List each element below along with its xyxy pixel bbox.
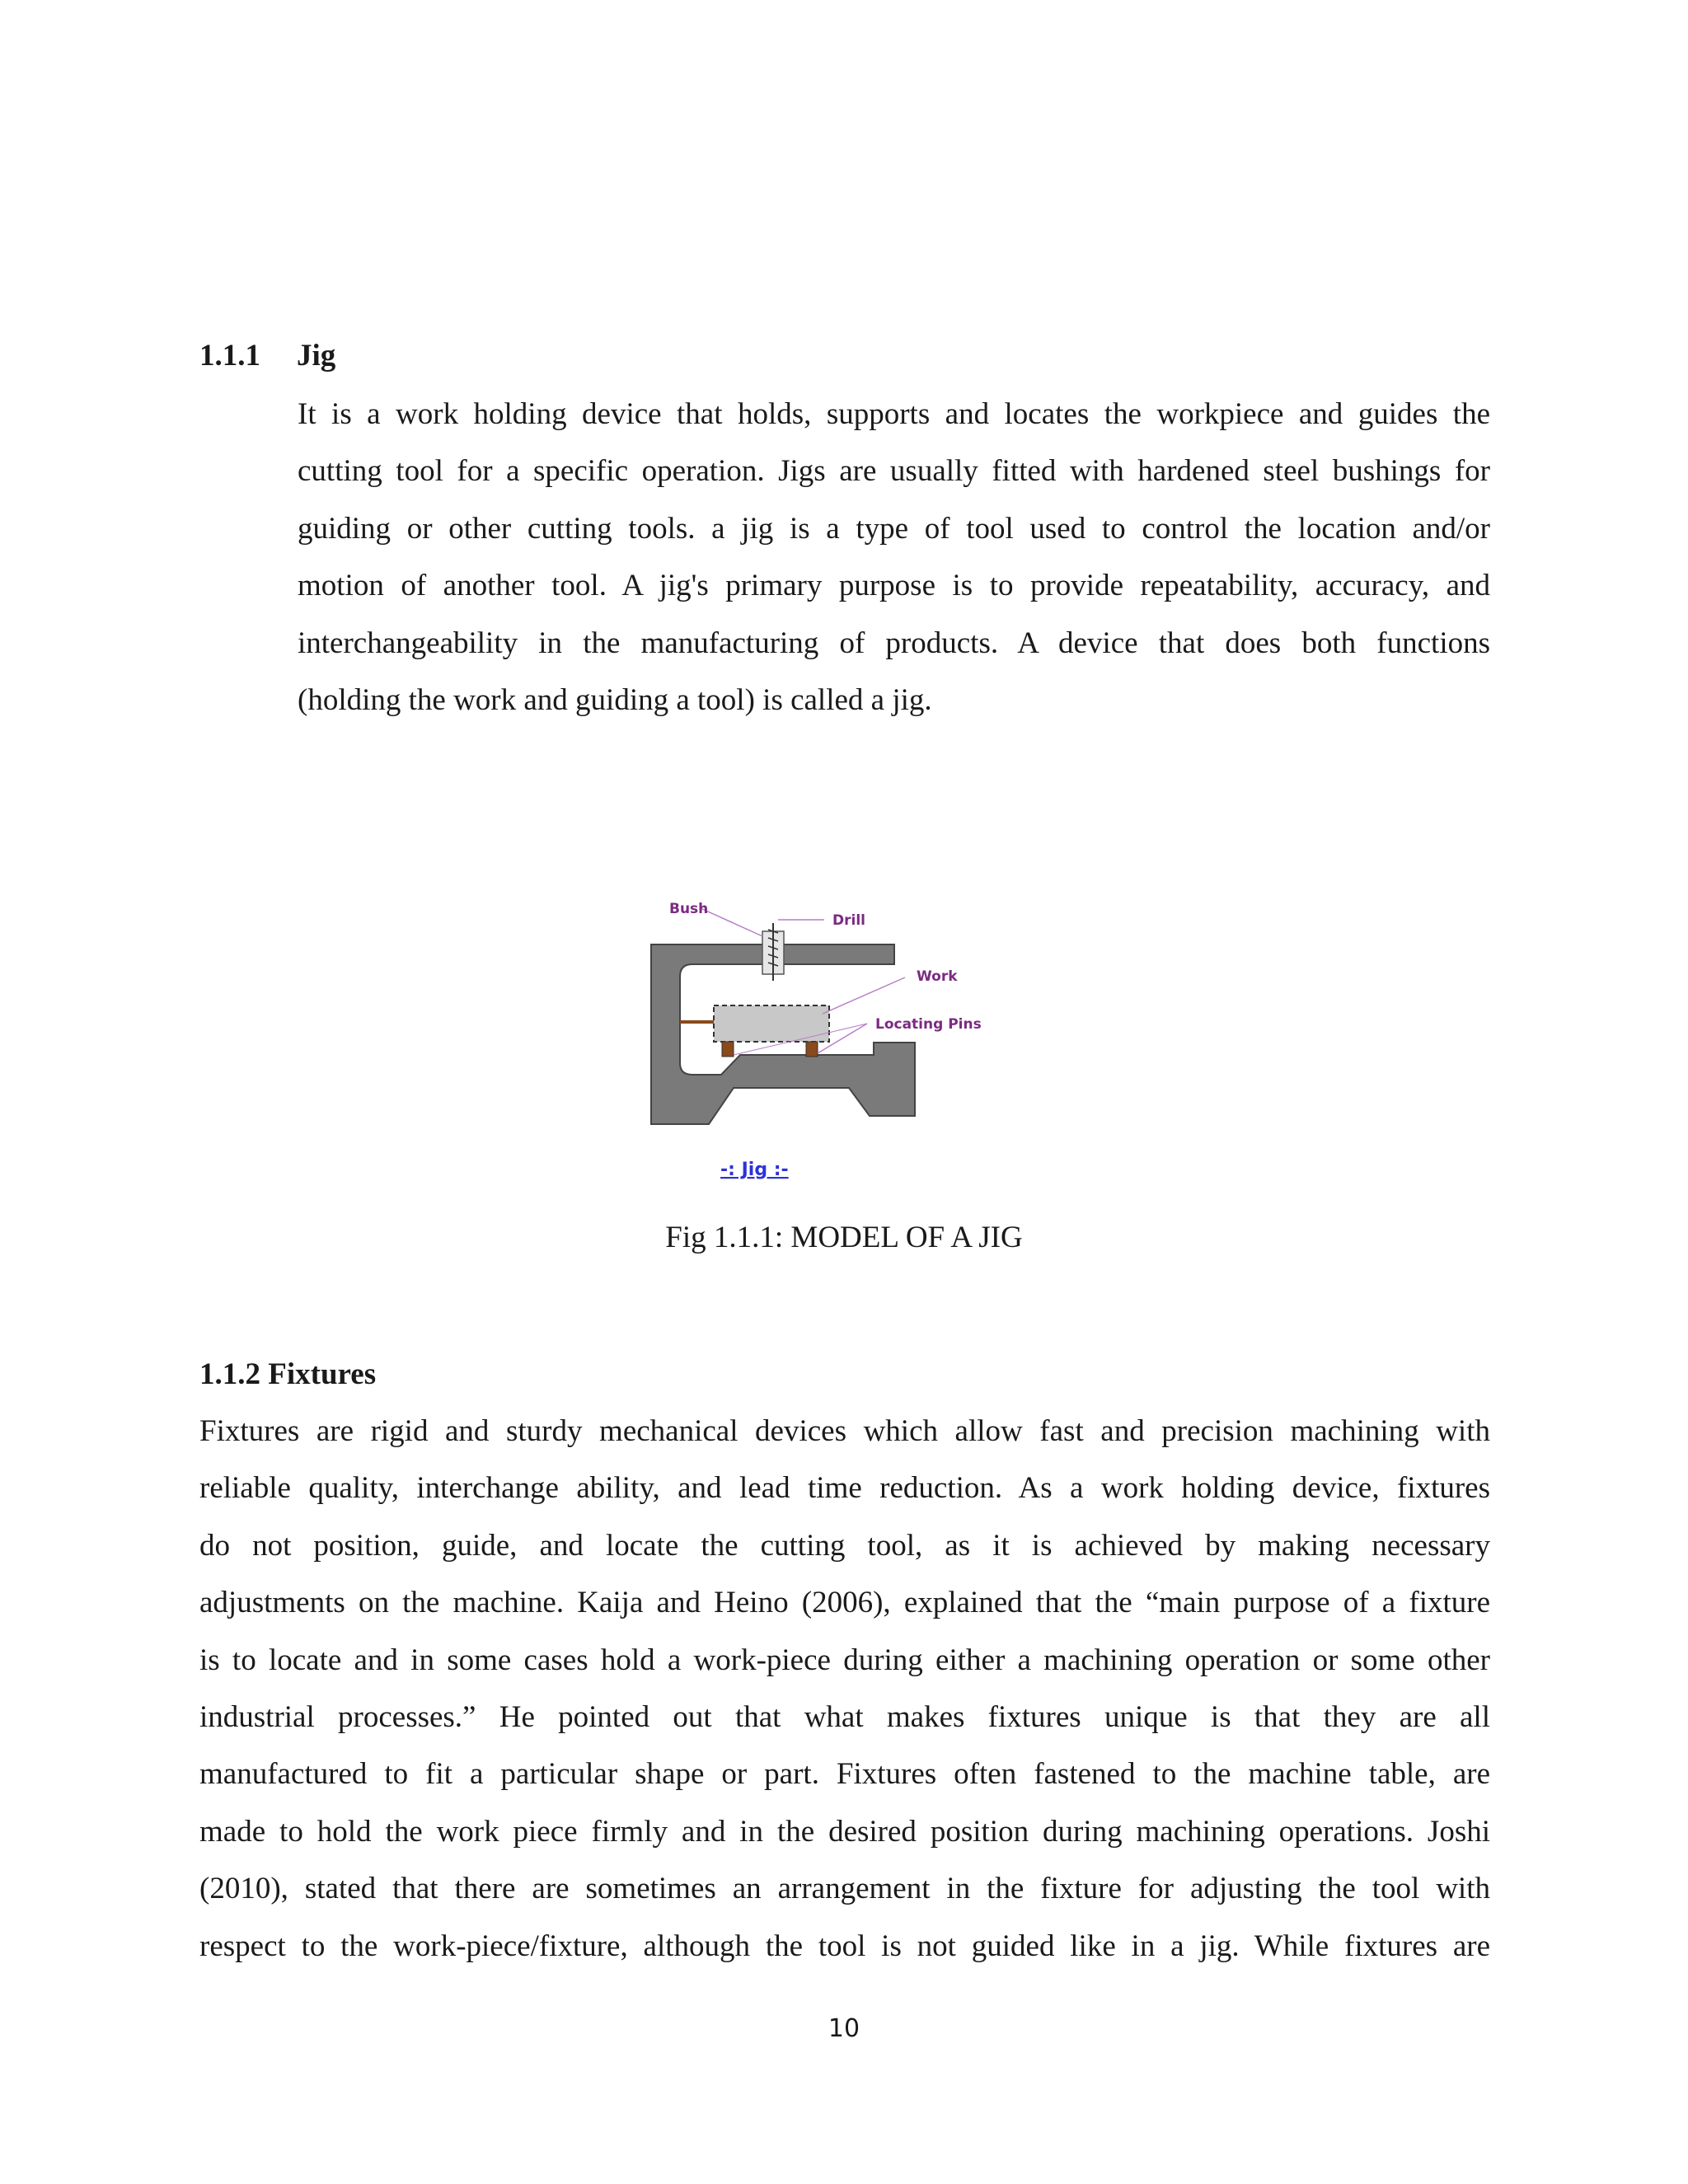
label-drill: Drill <box>832 912 865 929</box>
locating-pin <box>806 1042 818 1057</box>
paragraph-line: It is a work holding device that holds, supports and locates the workpiece and guides the <box>298 397 1490 431</box>
section-heading-fixtures: 1.1.2 Fixtures <box>199 1357 377 1391</box>
paragraph-line: reliable quality, interchange ability, and lead time reduction. As a work holding device, fixtures <box>199 1471 1490 1506</box>
section-number: 1.1.1 <box>199 339 260 373</box>
figure-caption: Fig 1.1.1: MODEL OF A JIG <box>665 1221 1023 1254</box>
paragraph-line: respect to the work-piece/fixture, although the tool is not guided like in a jig. While fixtures are <box>199 1929 1490 1963</box>
jig-paragraph <box>298 386 1490 729</box>
paragraph-line: adjustments on the machine. Kaija and Heino (2006), explained that the “main purpose of a fixture <box>199 1586 1490 1620</box>
label-work: Work <box>917 968 958 985</box>
paragraph-line: made to hold the work piece firmly and in the desired position during machining operations. Joshi <box>199 1814 1490 1849</box>
paragraph-line: do not position, guide, and locate the cutting tool, as it is achieved by making necessary <box>199 1528 1490 1563</box>
fixtures-paragraph <box>199 1403 1490 1975</box>
paragraph-line: manufactured to fit a particular shape or part. Fixtures often fastened to the machine table, are <box>199 1757 1490 1792</box>
label-bush: Bush <box>669 901 709 917</box>
jig-diagram <box>643 898 1006 1195</box>
paragraph-line: motion of another tool. A jig's primary purpose is to provide repeatability, accuracy, and <box>298 569 1490 603</box>
section-title: Jig <box>297 339 336 373</box>
paragraph-line: (holding the work and guiding a tool) is called a jig. <box>298 682 932 717</box>
paragraph-line: industrial processes.” He pointed out that what makes fixtures unique is that they are all <box>199 1699 1490 1734</box>
paragraph-line: (2010), stated that there are sometimes an arrangement in the fixture for adjusting the tool with <box>199 1872 1490 1906</box>
jig-figure <box>643 898 1006 1195</box>
paragraph-line: interchangeability in the manufacturing of products. A device that does both functions <box>298 626 1490 660</box>
section-heading-jig <box>199 340 335 371</box>
locating-pin <box>722 1042 734 1057</box>
paragraph-line: is to locate and in some cases hold a work-piece during either a machining operation or some other <box>199 1643 1490 1677</box>
figure-title: -: Jig :- <box>720 1160 789 1180</box>
page-number: 10 <box>828 2014 860 2043</box>
label-locating-pins: Locating Pins <box>875 1016 982 1033</box>
paragraph-line: guiding or other cutting tools. a jig is a type of tool used to control the location and/or <box>298 511 1490 546</box>
paragraph-line: Fixtures are rigid and sturdy mechanical devices which allow fast and precision machining with <box>199 1414 1490 1448</box>
paragraph-line: cutting tool for a specific operation. Jigs are usually fitted with hardened steel bushings for <box>298 454 1490 489</box>
